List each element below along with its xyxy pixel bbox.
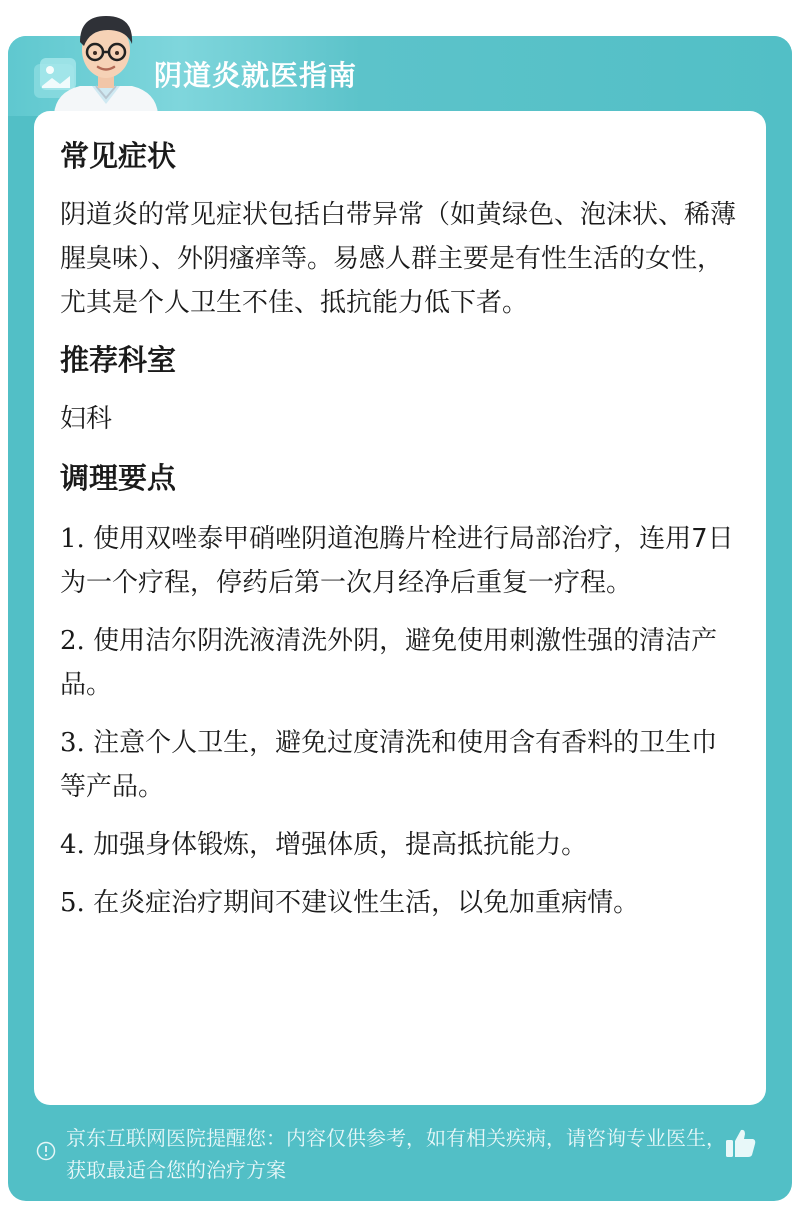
doctor-avatar-icon <box>46 0 166 114</box>
symptoms-text: 阴道炎的常见症状包括白带异常（如黄绿色、泡沫状、稀薄腥臭味）、外阴瘙痒等。易感人群主要是有性生活的女性，尤其是个人卫生不佳、抵抗能力低下者。 <box>60 200 737 318</box>
guide-card <box>8 36 792 1201</box>
content-panel <box>34 111 766 1105</box>
list-item: 3. 注意个人卫生，避免过度清洗和使用含有香料的卫生巾等产品。 <box>60 728 718 802</box>
thumbs-up-icon[interactable] <box>724 1126 758 1160</box>
list-item: 1. 使用双唑泰甲硝唑阴道泡腾片栓进行局部治疗，连用7日为一个疗程，停药后第一次月经净后重复一疗程。 <box>60 524 734 598</box>
list-item: 5. 在炎症治疗期间不建议性生活，以免加重病情。 <box>60 888 640 918</box>
list-item: 4. 加强身体锻炼，增强体质，提高抵抗能力。 <box>60 830 588 860</box>
symptoms-heading: 常见症状 <box>60 139 177 173</box>
department-text: 妇科 <box>60 404 113 434</box>
care-heading: 调理要点 <box>60 461 177 495</box>
department-heading: 推荐科室 <box>60 343 177 377</box>
list-item: 2. 使用洁尔阴洗液清洗外阴，避免使用刺激性强的清洁产品。 <box>60 626 718 700</box>
disclaimer-text: 京东互联网医院提醒您：内容仅供参考，如有相关疾病，请咨询专业医生，获取最适合您的治疗方案 <box>66 1126 726 1182</box>
page-title: 阴道炎就医指南 <box>154 59 358 92</box>
